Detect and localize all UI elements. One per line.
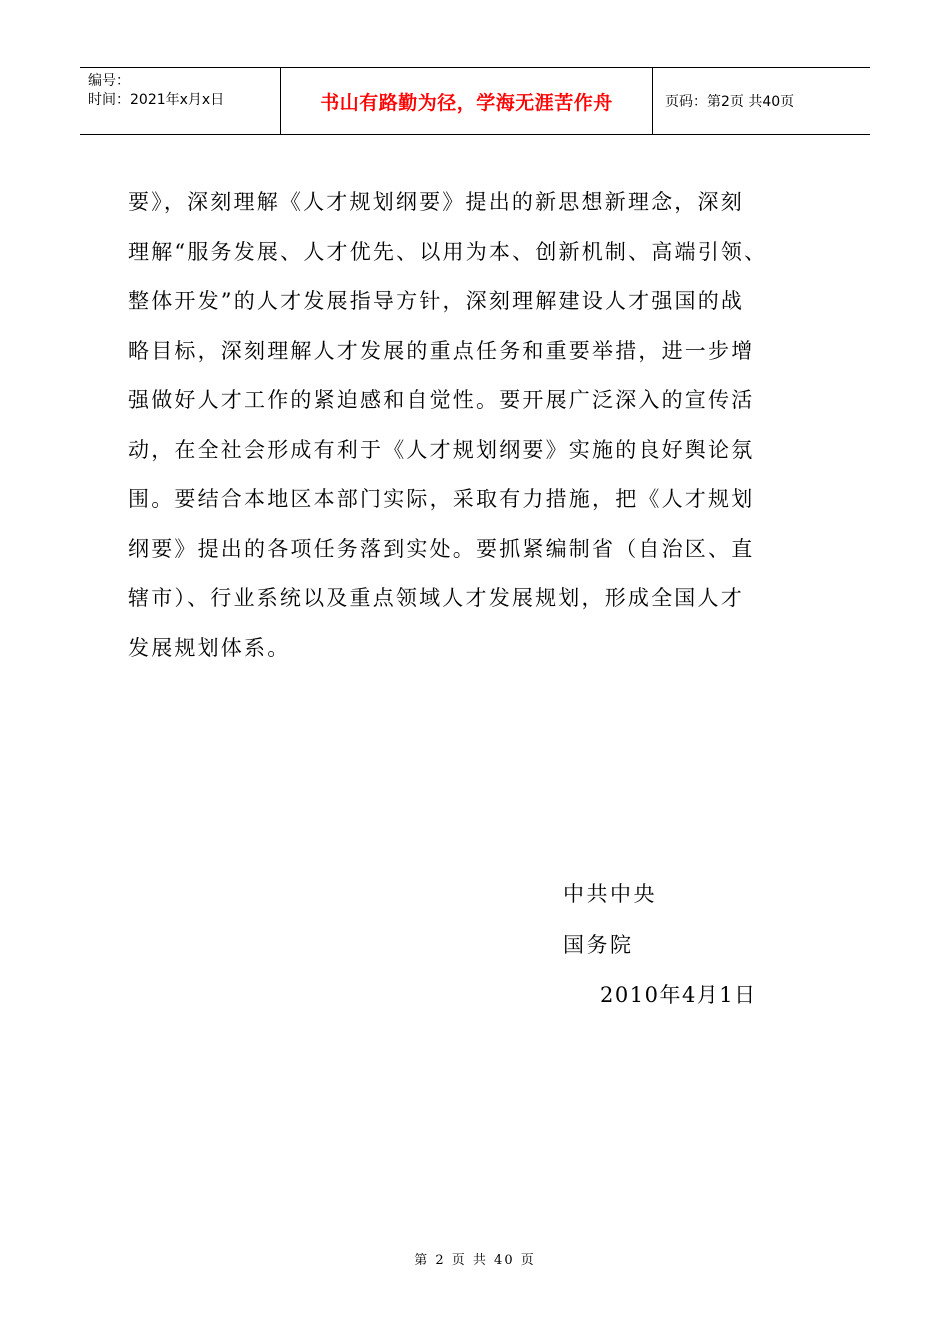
signature-date: 2010年4月1日 — [600, 983, 757, 1007]
header-motto: 书山有路勤为径，学海无涯苦作舟 — [281, 68, 653, 134]
header-time: 时间：2021年x月x日 — [88, 92, 225, 108]
body-paragraph — [128, 178, 843, 673]
page-footer: 第 2 页 共 40 页 — [414, 1253, 536, 1268]
body-line: 发展规划体系。 — [128, 635, 291, 660]
body-line: 辖市）、行业系统以及重点领域人才发展规划，形成全国人才 — [128, 586, 744, 610]
document-header — [80, 67, 870, 135]
signature-org-1: 中共中央 — [563, 882, 657, 906]
header-meta-cell — [80, 68, 281, 134]
body-line: 强做好人才工作的紧迫感和自觉性。要开展广泛深入的宣传活 — [128, 388, 755, 412]
header-number: 编号： — [88, 73, 130, 89]
body-line: 动，在全社会形成有利于《人才规划纲要》实施的良好舆论氛 — [128, 437, 755, 462]
body-line: 要》，深刻理解《人才规划纲要》提出的新思想新理念，深刻 — [128, 190, 744, 214]
body-line: 纲要》提出的各项任务落到实处。要抓紧编制省（自治区、直 — [128, 536, 755, 561]
signature-org-2: 国务院 — [563, 933, 634, 957]
body-line: 略目标，深刻理解人才发展的重点任务和重要举措，进一步增 — [128, 338, 755, 363]
header-page-info: 页码：第2页 共40页 — [665, 94, 795, 110]
body-line: 理解“服务发展、人才优先、以用为本、创新机制、高端引领、 — [128, 239, 768, 264]
body-line: 围。要结合本地区本部门实际，采取有力措施，把《人才规划 — [128, 487, 755, 511]
body-line: 整体开发”的人才发展指导方针，深刻理解建设人才强国的战 — [128, 289, 745, 313]
